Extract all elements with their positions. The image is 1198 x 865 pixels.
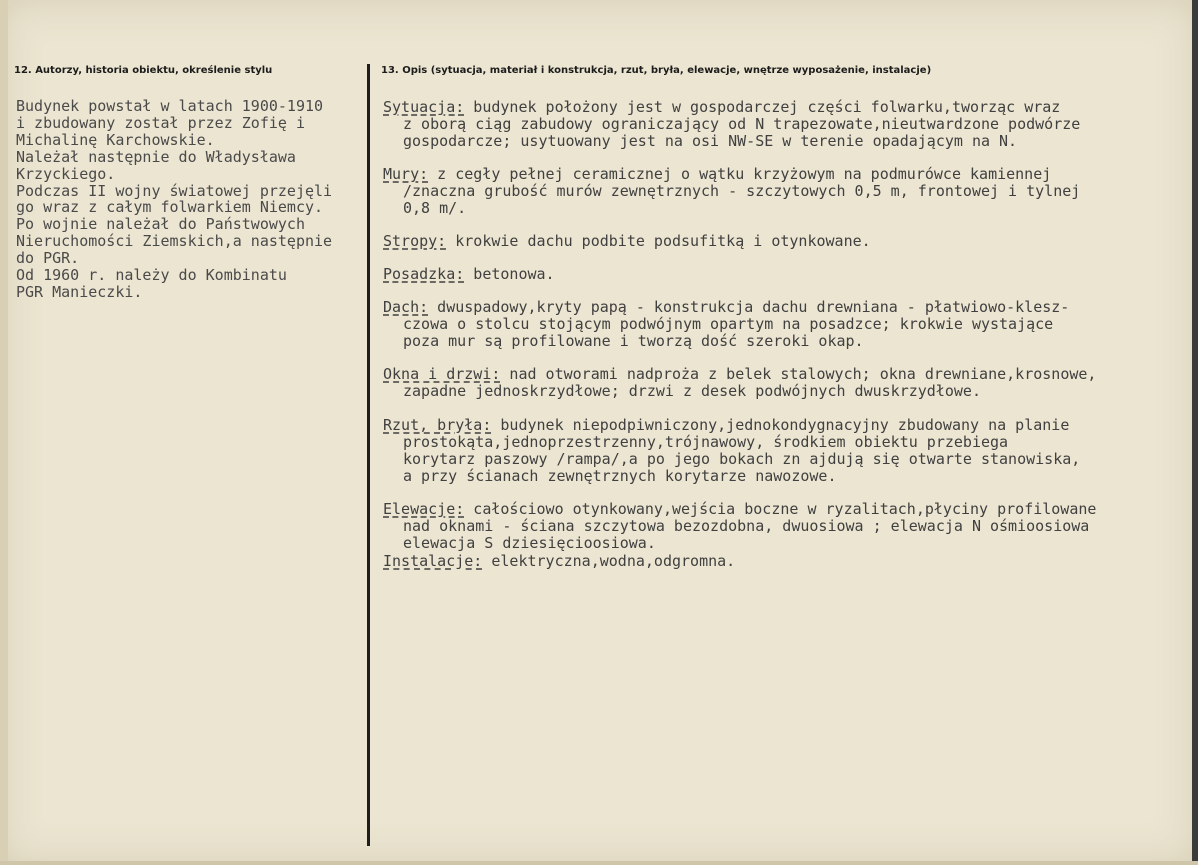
section-label: Elewacje: xyxy=(383,500,465,518)
section-label: Instalacje: xyxy=(383,552,483,570)
history-line: i zbudowany został przez Zofię i xyxy=(16,113,305,132)
section-posadzka xyxy=(383,266,1193,283)
section-text: krokwie dachu podbite podsufitką i otynkowane. xyxy=(446,232,871,250)
history-line: go wraz z całym folwarkiem Niemcy. xyxy=(16,198,324,217)
section-text: zapadne jednoskrzydłowe; drzwi z desek podwójnych dwuskrzydłowe. xyxy=(403,382,981,400)
section-label: Mury: xyxy=(383,165,429,183)
history-line: PGR Manieczki. xyxy=(16,282,143,301)
section-text: prostokąta,jednoprzestrzenny,trójnawowy, środkiem obiektu przebiega xyxy=(403,433,1009,451)
section-text: 0,8 m/. xyxy=(403,199,467,217)
section-label: Stropy: xyxy=(383,232,447,250)
section-label: Rzut, bryła: xyxy=(383,416,492,434)
section-text: gospodarcze; usytuowany jest na osi NW-SE w terenie opadającym na N. xyxy=(403,132,1018,150)
section-rzut-bryla xyxy=(383,417,1193,485)
section-text: z cegły pełnej ceramicznej o wątku krzyżowym na podmurówce kamiennej xyxy=(428,165,1052,183)
section-text: budynek niepodpiwniczony,jednokondygnacyjny zbudowany na planie xyxy=(491,416,1070,434)
section-text: /znaczna grubość murów zewnętrznych - szczytowych 0,5 m, frontowej i tylnej xyxy=(403,182,1081,200)
history-line: Budynek powstał w latach 1900-1910 xyxy=(16,97,324,115)
section-stropy xyxy=(383,233,1193,250)
section-text: elewacja S dziesięcioosiowa. xyxy=(403,534,656,552)
section-label: Posadzka: xyxy=(383,265,465,283)
card-bottom-edge xyxy=(0,861,1198,865)
section-label: Sytuacja: xyxy=(383,98,465,116)
description-text xyxy=(383,99,1193,570)
section-text: a przy ścianach zewnętrznych korytarze nawozowe. xyxy=(403,467,837,485)
section-text: nad oknami - ściana szczytowa bezozdobna, dwuosiowa ; elewacja N ośmioosiowa xyxy=(403,517,1090,535)
section-text: korytarz paszowy /rampa/,a po jego bokach zn ajdują się otwarte stanowiska, xyxy=(403,450,1081,468)
history-line: Michalinę Karchowskie. xyxy=(16,130,215,149)
section-text: czowa o stolcu stojącym podwójnym opartym na posadzce; krokwie wystające xyxy=(403,315,1054,333)
section-text: nad otworami nadproża z belek stalowych; okna drewniane,krosnowe, xyxy=(500,365,1097,383)
section-text: całościowo otynkowany,wejścia boczne w ryzalitach,płyciny profilowane xyxy=(464,500,1097,518)
section-label: Okna i drzwi: xyxy=(383,365,501,383)
section-instalacje xyxy=(383,553,1193,570)
section-text: betonowa. xyxy=(464,265,555,283)
section-mury xyxy=(383,166,1193,217)
section-elewacje xyxy=(383,501,1193,552)
section-13-heading: 13. Opis (sytuacja, materiał i konstrukcja, rzut, bryła, elewacje, wnętrze wyposażenie, instalacje) xyxy=(381,65,932,76)
history-line: Po wojnie należał do Państwowych xyxy=(16,215,305,234)
section-sytuacja xyxy=(383,99,1193,150)
section-12-heading: 12. Autorzy, historia obiektu, określenie stylu xyxy=(14,65,273,76)
section-okna-i-drzwi xyxy=(383,366,1193,400)
section-label: Dach: xyxy=(383,298,429,316)
history-line: Nieruchomości Ziemskich,a następnie xyxy=(16,232,333,251)
history-line: Podczas II wojny światowej przejęli xyxy=(16,181,333,200)
section-text: budynek położony jest w gospodarczej części folwarku,tworząc wraz xyxy=(464,98,1061,116)
history-line: Należał następnie do Władysława xyxy=(16,147,296,166)
section-text: z oborą ciąg zabudowy ograniczający od N trapezowate,nieutwardzone podwórze xyxy=(403,115,1081,133)
history-line: do PGR. xyxy=(16,249,80,268)
section-text: elektryczna,wodna,odgromna. xyxy=(482,552,736,570)
section-text: dwuspadowy,kryty papą - konstrukcja dachu drewniana - płatwiowo-klesz- xyxy=(428,298,1070,316)
history-line: Od 1960 r. należy do Kombinatu xyxy=(16,266,287,285)
history-text xyxy=(16,98,368,301)
card-left-edge xyxy=(0,0,8,865)
history-line: Krzyckiego. xyxy=(16,164,116,183)
section-text: poza mur są profilowane i tworzą dość szeroki okap. xyxy=(403,332,864,350)
section-dach xyxy=(383,299,1193,350)
